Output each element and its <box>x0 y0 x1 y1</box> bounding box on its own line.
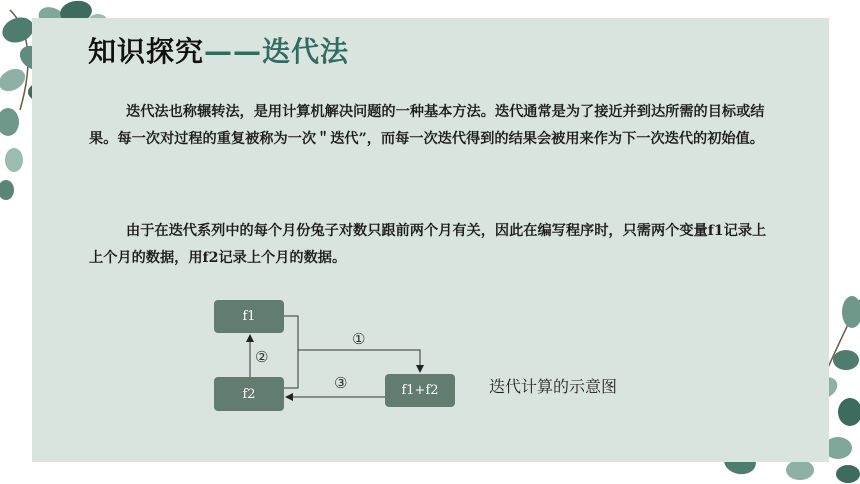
step-2-marker: ② <box>255 348 269 366</box>
diagram-caption: 迭代计算的示意图 <box>489 377 618 396</box>
box-f1: f1 <box>214 300 284 333</box>
paragraph-rabbit-variables: 由于在迭代系列中的每个月份兔子对数只跟前两个月有关，因此在编写程序时，只需两个变量f1记录上上个月的数据，用f2记录上个月的数据。 <box>89 223 767 266</box>
title-accent: 迭代法 <box>262 35 350 68</box>
paragraph-iteration-definition: 迭代法也称辗转法，是用计算机解决问题的一种基本方法。迭代通常是为了接近并到达所需的目标或结果。每一次对过程的重复被称为一次＂迭代”，而每一次迭代得到的结果会被用来作为下一次迭代的初始值。 <box>89 104 765 147</box>
box-f1-plus-f2: f1+f2 <box>385 374 455 407</box>
connector-f2-to-sum <box>284 350 298 388</box>
title-main: 知识探究 <box>88 35 205 68</box>
box-f2: f2 <box>214 377 284 411</box>
title-dash: —— <box>204 35 263 68</box>
step-3-marker: ③ <box>334 374 348 392</box>
step-1-marker: ① <box>352 330 366 348</box>
